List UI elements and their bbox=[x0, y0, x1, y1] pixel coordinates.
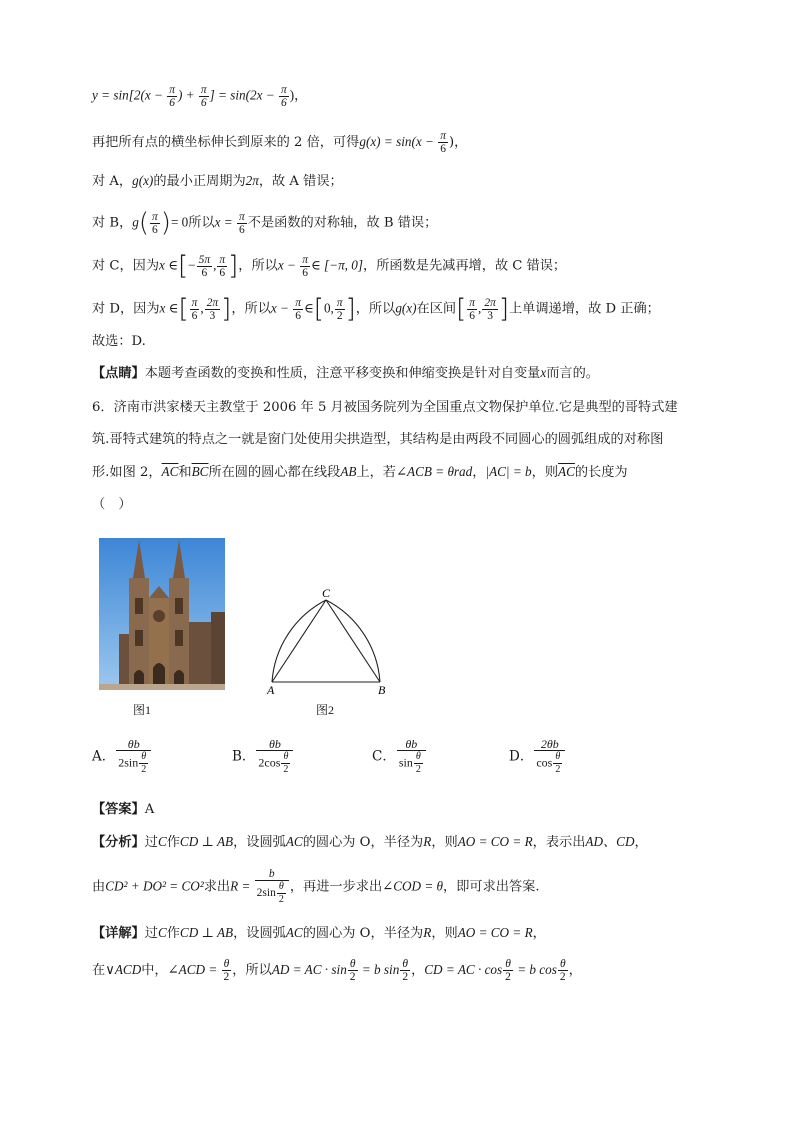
line-5: 对 C，因为x ∈[− $\frac{5\pi}{6}$ , $\frac{\pi}{6}$ ]，所以x − $\frac{\pi}{6}$ ∈ [−π, 0]，所函数是先减再增，故 C 错误； bbox=[92, 251, 567, 281]
label-c: C bbox=[322, 586, 331, 600]
figure-1-caption: 图1 bbox=[133, 703, 152, 717]
option-a[interactable]: A． θb 2sin $\frac{\theta}{2}$ bbox=[92, 738, 152, 776]
question-6-line-3: 形.如图 2，$\overline{AC}$和$\overline{BC}$所在圆的圆心都在线段AB上，若∠ACB = θrad，|AC| = b，则$\overline{AC}$的长度为 bbox=[92, 464, 628, 480]
fenxi-line-1: 【分析】过C作CD ⊥ AB，设圆弧AC的圆心为 O，半径为R，则AO = CO = R，表示出AD、CD， bbox=[92, 834, 648, 850]
line-7: 故选：D. bbox=[92, 334, 146, 349]
option-d[interactable]: D． 2θb cos $\frac{\theta}{2}$ bbox=[509, 738, 566, 776]
dianjing-paragraph: 【点睛】本题考查函数的变换和性质，注意平移变换和伸缩变换是针对自变量x而言的。 bbox=[92, 365, 599, 381]
question-6-line-1: 6．济南市洪家楼天主教堂于 2006 年 5 月被国务院列为全国重点文物保护单位.它是典型的哥特式建 bbox=[92, 400, 678, 415]
segment-ac bbox=[272, 600, 326, 682]
option-b[interactable]: B． θb 2cos $\frac{\theta}{2}$ bbox=[232, 738, 294, 776]
label-a: A bbox=[267, 683, 275, 697]
segment-bc bbox=[326, 600, 380, 682]
label-b: B bbox=[378, 683, 386, 697]
option-c[interactable]: C． θb sin $\frac{\theta}{2}$ bbox=[372, 738, 427, 776]
line-1: y = sin[2(x − $\frac{\pi}{6}$ ) + $\frac{\pi}{6}$ ] = sin(2x − $\frac{\pi}{6}$ )， bbox=[92, 84, 308, 109]
church-photo bbox=[99, 538, 225, 690]
fenxi-line-2: 由CD² + DO² = CO²求出R = b 2sin $\frac{\theta}{2}$ ，再进一步求出∠COD = θ，即可求出答案. bbox=[92, 868, 540, 905]
answer-value: A bbox=[144, 802, 155, 817]
gothic-arch-diagram bbox=[262, 584, 394, 700]
answer-line: 【答案】A bbox=[92, 802, 155, 817]
question-6-line-2: 筑.哥特式建筑的特点之一就是窗门处使用尖拱造型，其结构是由两段不同圆心的圆弧组成的对称图 bbox=[92, 432, 664, 447]
question-6-line-4: （ ） bbox=[92, 497, 132, 512]
line-6: 对 D，因为x ∈[ $\frac{\pi}{6}$ , $\frac{2\pi}{3}$ ]，所以x − $\frac{\pi}{6}$ ∈[0, $\frac{\pi}{2}$ ]，所以g(x)在区间[ $\frac{\pi}{6}$ , $\frac{2\pi}{3}$ ]上单调递增，故 D 正确； bbox=[92, 294, 660, 324]
line-2: 再把所有点的横坐标伸长到原来的 2 倍，可得g(x) = sin(x − $\frac{\pi}{6}$ )， bbox=[92, 130, 468, 155]
xiangjie-line-1: 【详解】过C作CD ⊥ AB，设圆弧AC的圆心为 O，半径为R，则AO = CO = R， bbox=[92, 925, 546, 941]
xiangjie-line-2: 在∨ACD中，∠ACD = $\frac{\theta}{2}$ ，所以AD = AC · sin $\frac{\theta}{2}$ = b sin $\frac{\theta}{2}$ ，CD = AC · cos $\frac{\theta}{2}$ = b cos $\frac{\theta}{2}$ ， bbox=[92, 958, 582, 983]
line-4: 对 B，g( $\frac{\pi}{6}$ )= 0所以x = $\frac{\pi}{6}$ 不是函数的对称轴，故 B 错误； bbox=[92, 208, 438, 238]
dianjing-tag: 【点睛】 bbox=[92, 366, 145, 381]
figure-2-caption: 图2 bbox=[316, 703, 335, 717]
line-3: 对 A，g(x)的最小正周期为2π，故 A 错误； bbox=[92, 173, 343, 189]
